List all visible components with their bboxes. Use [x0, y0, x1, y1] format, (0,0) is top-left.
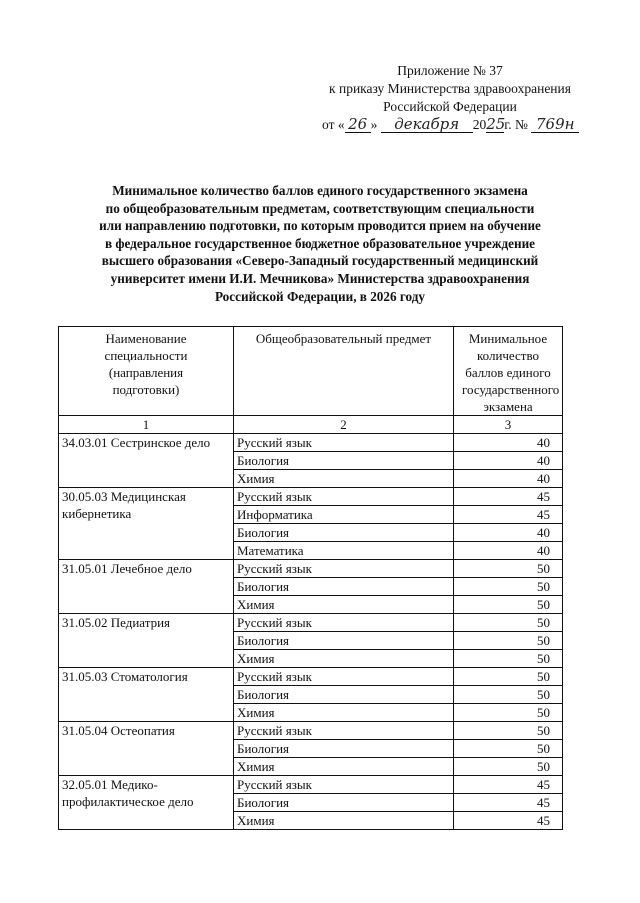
subject-cell: Биология	[234, 578, 454, 596]
score-cell: 45	[454, 776, 563, 794]
subject-cell: Математика	[234, 542, 454, 560]
subject-cell: Химия	[234, 812, 454, 830]
title-line: университет имени И.И. Мечникова» Министерства здравоохранения	[110, 270, 530, 286]
score-cell: 45	[454, 488, 563, 506]
score-cell: 40	[454, 542, 563, 560]
order-month: декабря	[381, 116, 473, 133]
score-cell: 50	[454, 560, 563, 578]
order-prefix: от «	[322, 117, 345, 132]
subject-cell: Русский язык	[234, 614, 454, 632]
order-date-line	[300, 116, 600, 134]
subject-cell: Биология	[234, 524, 454, 542]
score-cell: 50	[454, 614, 563, 632]
score-cell: 50	[454, 722, 563, 740]
subject-cell: Биология	[234, 740, 454, 758]
subject-cell: Информатика	[234, 506, 454, 524]
subject-cell: Химия	[234, 650, 454, 668]
score-cell: 50	[454, 650, 563, 668]
subject-cell: Русский язык	[234, 434, 454, 452]
subject-cell: Биология	[234, 686, 454, 704]
subject-cell: Русский язык	[234, 668, 454, 686]
score-cell: 40	[454, 452, 563, 470]
header-subject: Общеобразовательный предмет	[234, 327, 454, 416]
score-cell: 50	[454, 668, 563, 686]
table-row	[59, 668, 563, 686]
table-row	[59, 614, 563, 632]
table-row	[59, 776, 563, 794]
subject-cell: Биология	[234, 452, 454, 470]
table-row	[59, 488, 563, 506]
title-line: по общеобразовательным предметам, соответствующим специальности	[105, 200, 535, 216]
subject-cell: Химия	[234, 596, 454, 614]
specialty-cell: 31.05.03 Стоматология	[59, 668, 234, 722]
score-cell: 50	[454, 758, 563, 776]
order-year: 25	[486, 115, 506, 133]
subject-cell: Биология	[234, 632, 454, 650]
score-cell: 40	[454, 470, 563, 488]
title-line: высшего образования «Северо-Западный государственный медицинский	[101, 253, 539, 269]
order-year-suffix: г. №	[504, 117, 528, 132]
subject-cell: Химия	[234, 704, 454, 722]
subject-cell: Русский язык	[234, 560, 454, 578]
subject-cell: Русский язык	[234, 488, 454, 506]
column-numbers-row	[59, 416, 563, 434]
column-number: 1	[59, 416, 234, 434]
ministry-name: Российской Федерации	[383, 99, 517, 114]
header-specialty: Наименование специальности (направления подготовки)	[59, 327, 234, 416]
title-line: Российской Федерации, в 2026 году	[214, 288, 426, 304]
score-cell: 45	[454, 506, 563, 524]
document-header	[300, 62, 600, 134]
column-number: 2	[234, 416, 454, 434]
specialty-cell: 31.05.01 Лечебное дело	[59, 560, 234, 614]
order-number: 769н	[531, 116, 579, 133]
score-cell: 50	[454, 632, 563, 650]
score-cell: 45	[454, 812, 563, 830]
scores-table	[58, 326, 563, 830]
score-cell: 50	[454, 686, 563, 704]
order-year-prefix: 20	[472, 117, 487, 132]
subject-cell: Химия	[234, 758, 454, 776]
specialty-cell: 32.05.01 Медико-профилактическое дело	[59, 776, 234, 830]
specialty-cell: 30.05.03 Медицинская кибернетика	[59, 488, 234, 560]
specialty-cell: 31.05.04 Остеопатия	[59, 722, 234, 776]
title-line: или направлению подготовки, по которым проводится прием на обучение	[99, 218, 541, 234]
specialty-cell: 34.03.01 Сестринское дело	[59, 434, 234, 488]
subject-cell: Химия	[234, 470, 454, 488]
document-title	[60, 182, 580, 305]
header-min-score: Минимальное количество баллов единого государственного экзамена	[454, 327, 563, 416]
column-number: 3	[454, 416, 563, 434]
subject-cell: Биология	[234, 794, 454, 812]
order-reference: к приказу Министерства здравоохранения	[329, 81, 571, 96]
table-row	[59, 722, 563, 740]
order-mid: »	[370, 117, 378, 132]
score-cell: 50	[454, 704, 563, 722]
order-day: 26	[345, 116, 371, 133]
score-cell: 50	[454, 578, 563, 596]
table-header-row	[59, 327, 563, 416]
title-line: Минимальное количество баллов единого государственного экзамена	[112, 183, 528, 198]
score-cell: 50	[454, 596, 563, 614]
table-row	[59, 434, 563, 452]
score-cell: 50	[454, 740, 563, 758]
score-cell: 40	[454, 524, 563, 542]
appendix-number: Приложение № 37	[397, 63, 503, 78]
subject-cell: Русский язык	[234, 776, 454, 794]
score-cell: 40	[454, 434, 563, 452]
title-line: в федеральное государственное бюджетное образовательное учреждение	[104, 235, 536, 251]
specialty-cell: 31.05.02 Педиатрия	[59, 614, 234, 668]
subject-cell: Русский язык	[234, 722, 454, 740]
score-cell: 45	[454, 794, 563, 812]
table-row	[59, 560, 563, 578]
